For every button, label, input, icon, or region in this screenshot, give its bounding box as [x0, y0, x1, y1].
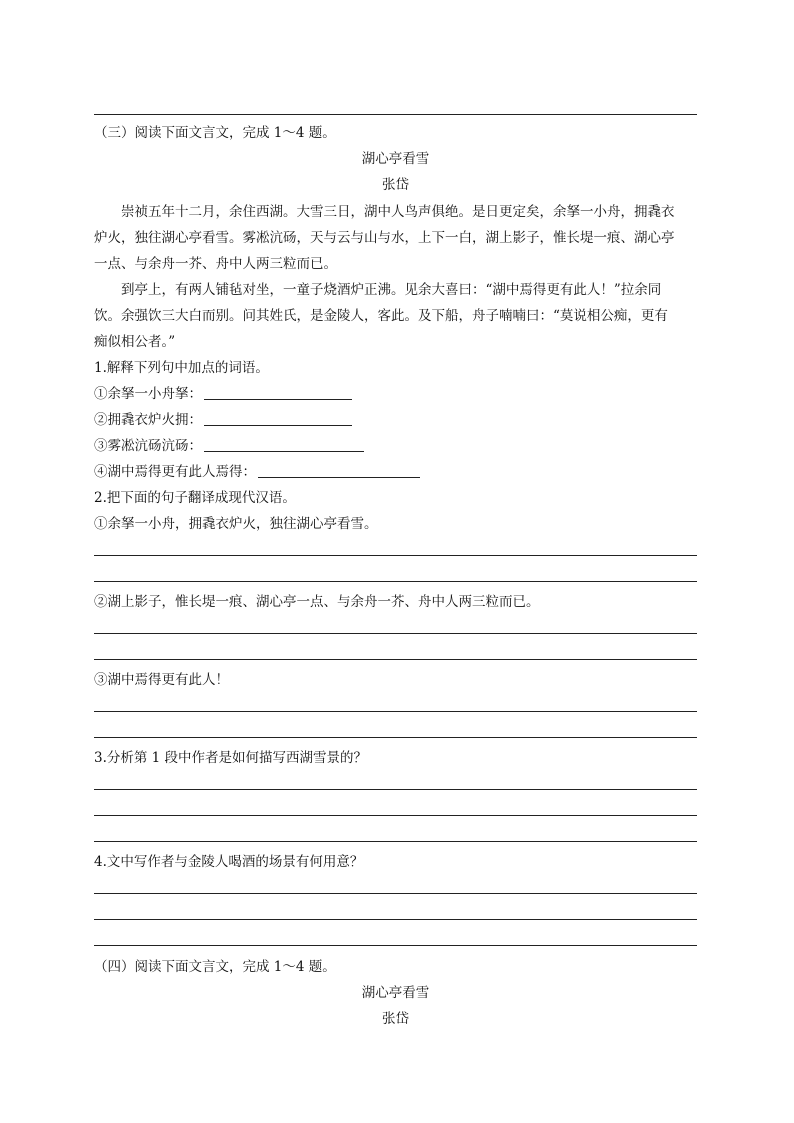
- question-3: 3.分析第 1 段中作者是如何描写西湖雪景的？: [94, 750, 368, 766]
- section-4-author: 张岱: [382, 1011, 409, 1027]
- section-3-intro: （三）阅读下面文言文，完成 1～4 题。: [94, 125, 336, 141]
- answer-line[interactable]: [94, 789, 697, 790]
- answer-blank[interactable]: [204, 411, 352, 426]
- passage-p2-line2: 饮。余强饮三大白而别。问其姓氏，是金陵人，客此。及下船，舟子喃喃曰：“莫说相公痴，更有: [94, 308, 668, 324]
- section-3-title: 湖心亭看雪: [361, 151, 430, 167]
- answer-line[interactable]: [94, 659, 697, 660]
- answer-blank[interactable]: [204, 437, 364, 452]
- passage-p1-line1: 崇祯五年十二月，余住西湖。大雪三日，湖中人鸟声俱绝。是日更定矣，余拏一小舟，拥毳衣: [121, 204, 675, 220]
- answer-line[interactable]: [94, 815, 697, 816]
- passage-p2-line3: 痴似相公者。”: [94, 334, 176, 350]
- question-2: 2.把下面的句子翻译成现代汉语。: [94, 490, 296, 506]
- question-4: 4.文中写作者与金陵人喝酒的场景有何用意？: [94, 854, 364, 870]
- section-4-title: 湖心亭看雪: [361, 985, 430, 1001]
- answer-blank[interactable]: [204, 385, 352, 400]
- top-rule: [94, 114, 697, 115]
- question-1-item-3: ③雾凇沆砀沆砀：: [94, 436, 704, 456]
- section-3-author: 张岱: [382, 177, 409, 193]
- passage-p1-line2: 炉火，独往湖心亭看雪。雾凇沆砀，天与云与山与水，上下一白，湖上影子，惟长堤一痕、湖心亭: [94, 230, 675, 246]
- answer-line[interactable]: [94, 919, 697, 920]
- answer-line[interactable]: [94, 555, 697, 556]
- question-2-item-1: ①余拏一小舟，拥毳衣炉火，独往湖心亭看雪。: [94, 516, 378, 532]
- passage-p2-line1: 到亭上，有两人铺毡对坐，一童子烧酒炉正沸。见余大喜曰：“湖中焉得更有此人！”拉余同: [121, 282, 662, 298]
- answer-line[interactable]: [94, 711, 697, 712]
- answer-line[interactable]: [94, 581, 697, 582]
- answer-line[interactable]: [94, 737, 697, 738]
- answer-line[interactable]: [94, 945, 697, 946]
- answer-line[interactable]: [94, 633, 697, 634]
- answer-blank[interactable]: [258, 463, 420, 478]
- question-2-item-3: ③湖中焉得更有此人！: [94, 672, 229, 688]
- question-1-item-1: ①余拏一小舟拏：: [94, 384, 704, 404]
- question-2-item-2: ②湖上影子，惟长堤一痕、湖心亭一点、与余舟一芥、舟中人两三粒而已。: [94, 594, 540, 610]
- question-1-item-4: ④湖中焉得更有此人焉得：: [94, 462, 704, 482]
- passage-p1-line3: 一点、与余舟一芥、舟中人两三粒而已。: [94, 256, 337, 272]
- answer-line[interactable]: [94, 893, 697, 894]
- question-1: 1.解释下列句中加点的词语。: [94, 360, 269, 376]
- question-1-item-2: ②拥毳衣炉火拥：: [94, 410, 704, 430]
- section-4-intro: （四）阅读下面文言文，完成 1～4 题。: [94, 959, 336, 975]
- answer-line[interactable]: [94, 841, 697, 842]
